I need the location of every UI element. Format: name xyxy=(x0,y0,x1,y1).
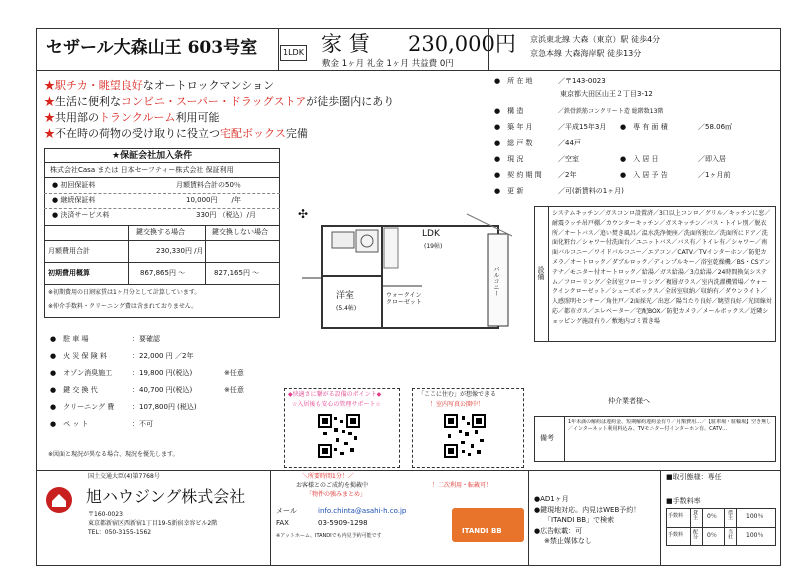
station-line-2: 京急本線 大森海岸駅 徒歩13分 xyxy=(530,49,642,58)
agent-heading: 仲介業者様へ xyxy=(608,397,650,405)
detail-row: ● 専 有 面 積 xyxy=(620,123,668,131)
cost-row: ● 火 災 保 険 料 xyxy=(50,352,108,360)
footnote: ※図面と現況が異なる場合、現況を優先します。 xyxy=(48,451,179,458)
cost-row: ● ペ ッ ト xyxy=(50,420,89,428)
guarantee-value: 10,000円 /年 xyxy=(186,196,241,204)
promo-left-line2: ☆入居後も安心の管理サポート☆ xyxy=(292,401,381,408)
guarantee-note-2: ※仲介手数料・クリーニング費は含まれておりません。 xyxy=(48,303,198,310)
initial-a: 867,865円 〜 xyxy=(140,269,186,277)
license-number: 国土交通大臣(4)第7768号 xyxy=(88,473,160,480)
cost-value: ：40,700 円(税込) xyxy=(132,386,193,394)
web-note: ※アットホーム、ITANDIでも内見予約可能です xyxy=(276,533,382,539)
remarks-label: 備考 xyxy=(540,434,554,442)
ad-line: ●AD1ヶ月 xyxy=(534,495,569,503)
fee-cell: 当社 xyxy=(727,529,733,539)
guarantee-row: ● 継続保証料 xyxy=(52,196,96,204)
footer-promo-3: 「物件の強みまとめ」 xyxy=(306,491,367,498)
detail-row: ● 築 年 月 xyxy=(494,123,533,131)
equipment-label: 設備 xyxy=(537,266,545,280)
room-label: 洋室 xyxy=(336,291,355,301)
detail-value: 東京都大田区山王２丁目3-12 xyxy=(560,90,653,98)
station-line-1: 京浜東北線 大森（東京）駅 徒歩4分 xyxy=(530,35,661,44)
highlight-item: ★生活に便利なコンビニ・スーパー・ドラッグストアが徒歩圏内にあり xyxy=(44,95,395,108)
promo-right-line1: 「ここに住む」が想像できる xyxy=(418,391,497,398)
promo-left-line1: ◆快適さに繋がる設備のポイント◆ xyxy=(288,391,382,398)
guarantee-note-1: ※初期費用の日割家賃は1ヶ月分として計算しています。 xyxy=(48,289,201,296)
closet-label: ウォークイン クローゼット xyxy=(386,292,422,307)
cost-row: ● 鍵 交 換 代 xyxy=(50,386,98,394)
detail-value: ／即入居 xyxy=(698,155,726,163)
cost-value: ：107,800円 (税込) xyxy=(132,403,197,411)
initial-label: 初期費用概算 xyxy=(48,269,90,277)
north-arrow-icon: ✣ xyxy=(298,207,309,221)
footer-promo-2: お客様とのご成約を掲載中 xyxy=(296,482,369,489)
guarantee-row: ● 決済サービス料 xyxy=(52,211,110,219)
cost-row: ● クリーニング 費 xyxy=(50,403,115,411)
detail-row: ● 入 居 日 xyxy=(620,155,659,163)
company-zip: 〒160-0023 xyxy=(88,511,123,518)
remarks-text: 1年未満の解約は違約金、短期解約違約金有り／月額費用…／【駐車場・駐輪場】空き無し／インターネット利用料込み、TVモニター付インターホン有、CATV… xyxy=(568,419,772,432)
cost-value: ：22,000 円 ／2年 xyxy=(132,352,194,360)
highlight-item: ★不在時の荷物の受け取りに役立つ宅配ボックス完備 xyxy=(44,127,308,140)
detail-row: ● 現 況 xyxy=(494,155,524,163)
ldk-size: (19帖) xyxy=(424,243,443,250)
cost-value: ：不可 xyxy=(132,420,153,428)
footer-promo-4: ！二次利用・転載可！ xyxy=(432,482,493,489)
detail-value: ／2年 xyxy=(558,171,577,179)
col-header-b: 鍵交換しない場合 xyxy=(212,228,268,236)
fee-cell: 借主 xyxy=(727,510,733,520)
property-details xyxy=(494,78,776,196)
company-tel: TEL：050-3155-1562 xyxy=(88,529,152,536)
detail-value: ／空室 xyxy=(558,155,579,163)
fax-label: FAX xyxy=(276,519,289,527)
highlight-item: ★共用部のトランクルーム利用可能 xyxy=(44,111,220,124)
footer-promo-1: ＼所要時間1分！／ xyxy=(302,473,354,480)
monthly-value: 230,330円 /月 xyxy=(156,247,204,255)
ldk-label: LDK xyxy=(422,229,440,239)
detail-value: ／平成15年3月 xyxy=(558,123,607,131)
company-address: 東京都新宿区西新宿1丁目19-5新宿幸容ビル2階 xyxy=(88,520,218,527)
ad-note-2: ※禁止媒体なし xyxy=(544,537,592,545)
fee-cell: 0％ xyxy=(707,532,717,539)
guarantee-value: 月額賃料合計の50％ xyxy=(176,181,241,189)
fee-cell: 100％ xyxy=(746,513,764,520)
equipment-text: システムキッチン／ガスコンロ設置済／3口以上コンロ／グリル／キッチンに窓／耐震ラッチ吊戸棚／カウンターキッチン／ガスキッチン／バス・トイレ別／脱衣所／オートバス／追い焚き風呂／温水洗浄便座／洗面所独立／洗面所にドア／洗面化粧台／シャワー付洗面台／ユニットバス／バス有／トイレ有／シャワー／南面バルコニー／ワイドバルコニー／エアコン／CATV／TVインターホン／防犯カメラ／オートロック／ダブルロック／ディンプルキー／浴室乾燥機／BS・CSアンテナ／モニター付オートロック／給湯／ガス給湯／3点給湯／24時間換気システム／フローリング／全居室フローリング／複層ガラス／室内洗濯機置場／ウォークインクローゼット／シューズボックス／全居室収納／収納有／ダウンライト／人感照明センサー／角住戸／2面採光／出窓／陽当たり良好／眺望良好／光回線対応／都市ガス／エレベーター／宅配BOX／防犯カメラ／メールボックス／近隣ショッピング施設有り／敷地内ゴミ置き場 xyxy=(552,210,772,325)
itandi-label: ITANDI BB xyxy=(462,527,502,535)
detail-value: ／鉄骨鉄筋コンクリート造 総階数13階 xyxy=(558,108,664,115)
ad-note-1: ●広告転載：可 xyxy=(534,527,583,535)
company-name: 旭ハウジング株式会社 xyxy=(86,487,246,506)
cost-extra: ※任意 xyxy=(224,386,244,394)
cost-row: ● 駐 車 場 xyxy=(50,335,89,343)
deposit-line: 敷金 1ヶ月 礼金 1ヶ月 共益費 0円 xyxy=(322,59,454,69)
highlight-item: ★駅チカ・眺望良好なオートロックマンション xyxy=(44,79,275,92)
cost-extra: ※任意 xyxy=(224,369,244,377)
detail-row: ● 契 約 期 間 xyxy=(494,171,542,179)
detail-value: ／1ヶ月前 xyxy=(698,171,731,179)
itandi-banner[interactable] xyxy=(452,508,524,542)
header xyxy=(36,28,781,70)
viewing-line-2: 「ITANDI BB」で検索 xyxy=(544,516,615,524)
qr-code-icon[interactable] xyxy=(318,414,360,458)
detail-row: ● 構 造 xyxy=(494,107,524,115)
fee-cell: 手数料 xyxy=(668,532,684,538)
rent-label: 家 賃 xyxy=(321,32,370,56)
monthly-label: 月額費用合計 xyxy=(48,247,90,255)
building-name: セザール大森山王 603号室 xyxy=(46,38,258,58)
mail-address[interactable]: info.chinta@asahi-h.co.jp xyxy=(318,507,407,515)
floor-plan-drawing xyxy=(292,206,518,334)
promo-right-line2: ！室内写真公開中！ xyxy=(430,401,485,408)
col-header-a: 鍵交換する場合 xyxy=(136,228,185,236)
viewing-line-1: ●鍵現地対応。内見はWEB予約！ xyxy=(534,506,641,514)
fee-cell: 100％ xyxy=(746,532,764,539)
fee-cell: 手数料 xyxy=(668,513,684,519)
detail-value: ／44戸 xyxy=(558,139,581,147)
cost-row: ● オゾン消臭施工 xyxy=(50,369,113,377)
fax-number: 03-5909-1298 xyxy=(318,519,368,527)
mail-label: メール xyxy=(276,507,297,515)
layout-badge: 1LDK xyxy=(280,45,307,61)
cost-value: ：要確認 xyxy=(132,335,160,343)
detail-row: ● 入 居 予 告 xyxy=(620,171,668,179)
detail-value: ／〒143-0023 xyxy=(558,77,606,85)
qr-code-icon[interactable] xyxy=(444,414,486,458)
balcony-label: バルコニー xyxy=(492,266,499,296)
detail-value: ／可(新賃料の1ヶ月) xyxy=(558,187,624,195)
fee-cell: 配分 xyxy=(692,529,698,539)
fee-cell: 貸主 xyxy=(692,510,698,520)
detail-row: ● 総 戸 数 xyxy=(494,139,533,147)
guarantee-company: 株式会社Casa または 日本セーフティー株式会社 保証利用 xyxy=(50,166,234,174)
detail-row: ● 更 新 xyxy=(494,187,524,195)
highlights xyxy=(44,80,484,146)
guarantee-value: 330円 （税込）/月 xyxy=(196,211,256,219)
initial-b: 827,165円 〜 xyxy=(214,269,260,277)
cost-list xyxy=(44,336,280,436)
company-logo-icon xyxy=(44,486,74,514)
detail-value: ／58.06㎡ xyxy=(698,123,733,131)
cost-value: ：19,800 円(税込) xyxy=(132,369,193,377)
fee-label: ■手数料率 xyxy=(666,497,701,505)
fee-cell: 0％ xyxy=(707,513,717,520)
rent-value: 230,000円 xyxy=(408,32,516,56)
guarantee-title: ★保証会社加入条件 xyxy=(112,151,193,161)
floor-plan xyxy=(292,206,518,334)
detail-row: ● 所 在 地 xyxy=(494,77,533,85)
room-size: (5.4帖) xyxy=(336,305,357,312)
guarantee-row: ● 初回保証料 xyxy=(52,181,96,189)
deal-label: ■取引態様：専任 xyxy=(666,473,722,481)
